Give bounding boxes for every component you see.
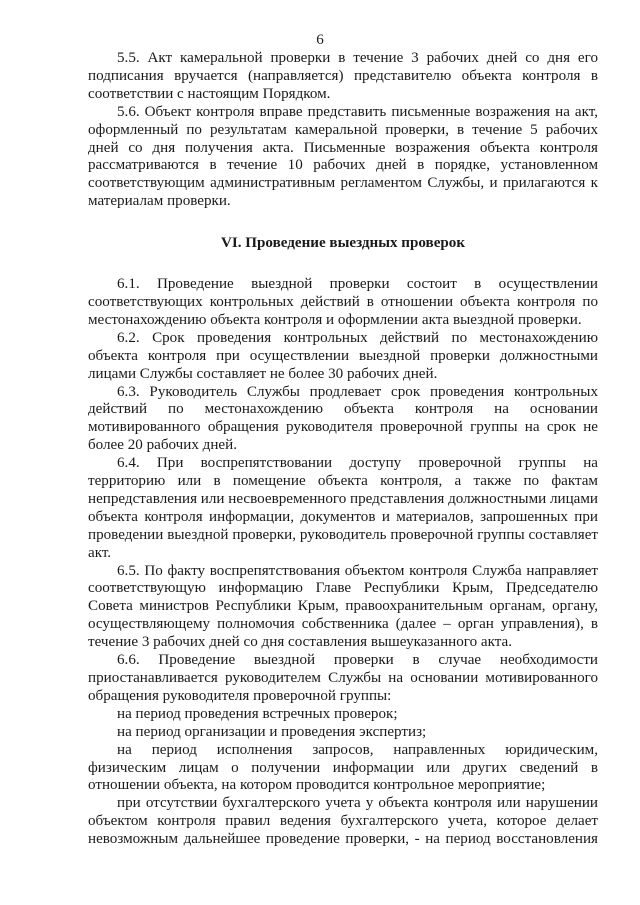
list-item-accounting: при отсутствии бухгалтерского учета у объекта контроля или нарушении объектом контроля правил ведения бухгалтерского учета, которое делает невозможным дальнейшее проведение проверки, - на период восстановления <box>88 795 598 848</box>
document-body <box>88 50 598 849</box>
paragraph-6-2: 6.2. Срок проведения контрольных действий по местонахождению объекта контроля при осуществлении выездной проверки должностными лицами Службы составляет не более 30 рабочих дней. <box>88 329 598 382</box>
paragraph-5-5: 5.5. Акт камеральной проверки в течение 3 рабочих дней со дня его подписания вручается (направляется) представителю объекта контроля в соответствии с настоящим Порядком. <box>88 50 598 102</box>
paragraph-6-6: 6.6. Проведение выездной проверки в случае необходимости приостанавливается руководителем Службы на основании мотивированного обращения руководителя проверочной группы: <box>88 652 598 704</box>
paragraph-6-4: 6.4. При воспрепятствовании доступу проверочной группы на территорию или в помещение объекта контроля, а также по фактам непредставления или несвоевременного представления должностными лицами объекта контроля информации, документов и материалов, запрошенных при проведении выездной проверки, руководитель проверочной группы составляет акт. <box>88 455 598 561</box>
page-number: 6 <box>316 32 324 48</box>
paragraph-6-5: 6.5. По факту воспрепятствования объектом контроля Служба направляет соответствующую информацию Главе Республики Крым, Председателю Совета министров Республики Крым, правоохранительным органам, органу, осуществляющему полномочия собственника (далее – орган управления), в течение 3 рабочих дней со дня составления вышеуказанного акта. <box>88 562 598 651</box>
list-item-requests: на период исполнения запросов, направленных юридическим, физическим лицам о получении информации или других сведений в отношении объекта, на котором проводится контрольное мероприятие; <box>88 741 598 794</box>
paragraph-6-1: 6.1. Проведение выездной проверки состоит в осуществлении соответствующих контрольных действий в отношении объекта контроля по местонахождению объекта контроля и оформлении акта выездной проверки. <box>88 276 598 328</box>
list-item-counter-checks: на период проведения встречных проверок; <box>117 705 398 722</box>
paragraph-5-6: 5.6. Объект контроля вправе представить письменные возражения на акт, оформленный по результатам камеральной проверки, в течение 5 рабочих дней со дня получения акта. Письменные возражения объекта контроля рассматриваются в течение 10 рабочих дней в порядке, установленном соответствующим административным регламентом Службы, и прилагаются к материалам проверки. <box>88 103 598 210</box>
list-item-expertise: на период организации и проведения экспертиз; <box>117 723 427 740</box>
paragraph-6-3: 6.3. Руководитель Службы продлевает срок проведения контрольных действий по местонахождению объекта контроля на основании мотивированного обращения руководителя проверочной группы на срок не более 20 рабочих дней. <box>88 383 598 454</box>
section-heading: VI. Проведение выездных проверок <box>220 235 466 252</box>
